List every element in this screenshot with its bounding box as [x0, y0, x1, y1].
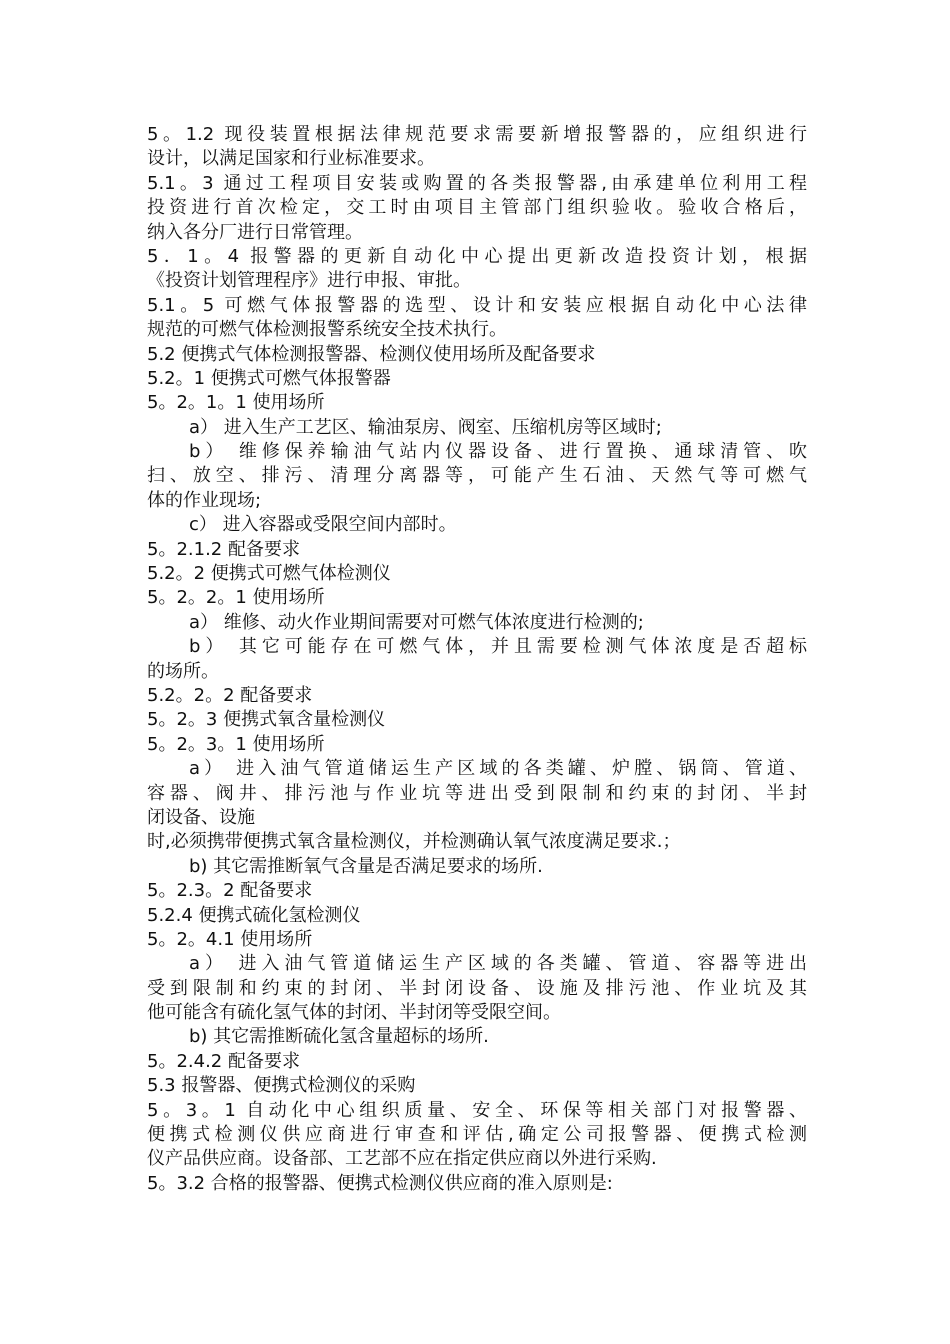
document-body	[147, 123, 807, 1196]
text-line: 的场所。	[147, 660, 219, 682]
text-line: a） 维修、动火作业期间需要对可燃气体浓度进行检测的;	[189, 611, 644, 633]
text-line: 便携式检测仪供应商进行审查和评估,确定公司报警器、便携式检测	[147, 1124, 807, 1146]
text-line: 扫、放空、排污、清理分离器等，可能产生石油、天然气等可燃气	[147, 465, 807, 487]
text-line: 5。3。1 自动化中心组织质量、安全、环保等相关部门对报警器、	[147, 1099, 807, 1121]
text-line: 5.2 便携式气体检测报警器、检测仪使用场所及配备要求	[147, 343, 596, 365]
text-line: b) 其它需推断硫化氢含量超标的场所.	[189, 1026, 489, 1048]
text-line: 5.1。3 通过工程项目安装或购置的各类报警器,由承建单位利用工程	[147, 172, 807, 194]
text-line: b) 其它需推断氧气含量是否满足要求的场所.	[189, 855, 543, 877]
text-line: 他可能含有硫化氢气体的封闭、半封闭等受限空间。	[147, 1002, 561, 1024]
text-line: 5.2.4 便携式硫化氢检测仪	[147, 904, 361, 926]
text-line: 体的作业现场;	[147, 489, 262, 511]
text-line: 闭设备、设施	[147, 806, 255, 828]
text-line: 5.2。2 便携式可燃气体检测仪	[147, 563, 391, 585]
text-line: 5。1.2 现役装置根据法律规范要求需要新增报警器的，应组织进行	[147, 124, 807, 145]
text-line: a） 进入油气管道储运生产区域的各类罐、炉膛、锅筒、管道、	[189, 758, 807, 780]
text-line: 5。3.2 合格的报警器、便携式检测仪供应商的准入原则是:	[147, 1172, 613, 1194]
text-line: 5.1。5 可燃气体报警器的选型、设计和安装应根据自动化中心法律	[147, 294, 807, 316]
text-line: a） 进入生产工艺区、输油泵房、阀室、压缩机房等区域时;	[189, 416, 662, 438]
text-line: 5。2.3。2 配备要求	[147, 880, 313, 902]
text-line: 规范的可燃气体检测报警系统安全技术执行。	[147, 319, 507, 341]
text-line: a） 进入油气管道储运生产区域的各类罐、管道、容器等进出	[189, 953, 807, 975]
text-line: 5．1。4 报警器的更新自动化中心提出更新改造投资计划，根据	[147, 245, 807, 267]
text-line: 纳入各分厂进行日常管理。	[147, 221, 363, 243]
text-line: 容器、阀井、排污池与作业坑等进出受到限制和约束的封闭、半封	[147, 782, 807, 804]
text-line: 投资进行首次检定，交工时由项目主管部门组织验收。验收合格后，	[147, 197, 807, 219]
text-line: 5。2.4.2 配备要求	[147, 1050, 300, 1072]
text-line: 5。2。1。1 使用场所	[147, 392, 325, 414]
text-line: 5.2。2。2 配备要求	[147, 684, 313, 706]
text-line: c） 进入容器或受限空间内部时。	[189, 514, 457, 536]
text-line: 5。2.1.2 配备要求	[147, 538, 300, 560]
text-line: 5。2。4.1 使用场所	[147, 928, 313, 950]
text-line: 设计，以满足国家和行业标准要求。	[147, 148, 435, 170]
text-line: 5.3 报警器、便携式检测仪的采购	[147, 1075, 416, 1097]
text-line: b） 维修保养输油气站内仪器设备、进行置换、通球清管、吹	[189, 441, 807, 463]
text-line: 5。2。3。1 使用场所	[147, 733, 325, 755]
text-line: b） 其它可能存在可燃气体，并且需要检测气体浓度是否超标	[189, 636, 807, 658]
text-line: 5.2。1 便携式可燃气体报警器	[147, 367, 391, 389]
text-line: 受到限制和约束的封闭、半封闭设备、设施及排污池、作业坑及其	[147, 977, 807, 999]
text-line: 《投资计划管理程序》进行申报、审批。	[147, 270, 471, 292]
text-line: 时,必须携带便携式氧含量检测仪，并检测确认氧气浓度满足要求.；	[147, 831, 681, 853]
text-line: 仪产品供应商。设备部、工艺部不应在指定供应商以外进行采购.	[147, 1148, 657, 1170]
text-line: 5。2。2。1 使用场所	[147, 587, 325, 609]
text-line: 5。2。3 便携式氧含量检测仪	[147, 709, 386, 731]
